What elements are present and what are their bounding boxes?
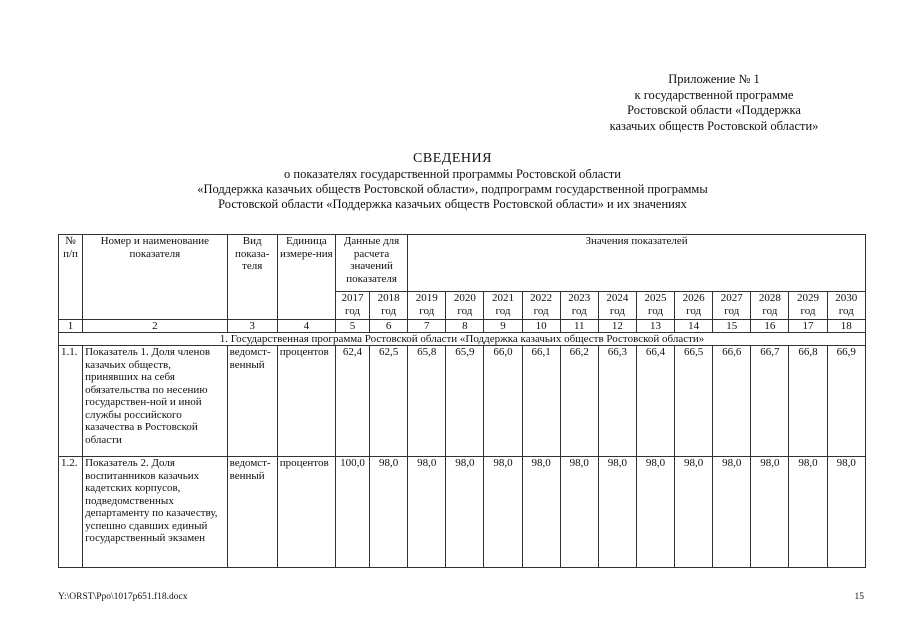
header-type: Вид показа-теля: [227, 235, 277, 320]
header-year: 2024 год: [598, 292, 636, 320]
section-heading: 1. Государственная программа Ростовской области «Поддержка казачьих обществ Ростовской области»: [59, 333, 866, 346]
header-year: 2030 год: [827, 292, 865, 320]
row-value: 98,0: [522, 457, 560, 568]
row-value: 66,7: [751, 346, 789, 457]
row-value: 62,5: [370, 346, 408, 457]
row-value: 100,0: [335, 457, 369, 568]
row-value: 65,8: [408, 346, 446, 457]
header-base: Данные для расчета значений показателя: [335, 235, 407, 292]
header-year: 2022 год: [522, 292, 560, 320]
header-year: 2018 год: [370, 292, 408, 320]
row-value: 98,0: [484, 457, 522, 568]
appendix-line: казачьих обществ Ростовской области»: [609, 118, 819, 133]
row-value: 66,0: [484, 346, 522, 457]
header-year: 2021 год: [484, 292, 522, 320]
row-value: 66,2: [560, 346, 598, 457]
header-year: 2017 год: [335, 292, 369, 320]
header-year: 2025 год: [636, 292, 674, 320]
appendix-line: к государственной программе: [634, 87, 794, 102]
row-value: 98,0: [675, 457, 713, 568]
row-value: 98,0: [598, 457, 636, 568]
title-line: Ростовской области «Поддержка казачьих обществ Ростовской области» и их значениях: [218, 197, 687, 211]
footer-file-path: Y:\ORST\Ppo\1017p651.f18.docx: [58, 592, 188, 602]
column-index: 12: [598, 320, 636, 333]
row-value: 66,5: [675, 346, 713, 457]
title-heading: СВЕДЕНИЯ: [413, 151, 492, 166]
column-index: 6: [370, 320, 408, 333]
row-type: ведомст-венный: [227, 346, 277, 457]
row-type: ведомст-венный: [227, 457, 277, 568]
column-index: 11: [560, 320, 598, 333]
header-year: 2020 год: [446, 292, 484, 320]
row-num: 1.1.: [59, 346, 83, 457]
row-num: 1.2.: [59, 457, 83, 568]
page-number: 15: [854, 592, 864, 602]
row-value: 66,6: [713, 346, 751, 457]
title-line: «Поддержка казачьих обществ Ростовской области», подпрограмм государственной программы: [197, 182, 708, 196]
row-value: 65,9: [446, 346, 484, 457]
row-value: 66,1: [522, 346, 560, 457]
column-index: 8: [446, 320, 484, 333]
column-index: 2: [83, 320, 228, 333]
column-index: 5: [335, 320, 369, 333]
header-year: 2019 год: [408, 292, 446, 320]
table-row: [59, 457, 866, 568]
header-unit: Единица измере-ния: [277, 235, 335, 320]
column-index-row: [59, 320, 866, 333]
header-year: 2023 год: [560, 292, 598, 320]
column-index: 14: [675, 320, 713, 333]
column-index: 17: [789, 320, 827, 333]
header-year: 2028 год: [751, 292, 789, 320]
column-index: 1: [59, 320, 83, 333]
row-value: 98,0: [636, 457, 674, 568]
column-index: 4: [277, 320, 335, 333]
column-index: 10: [522, 320, 560, 333]
row-name: Показатель 2. Доля воспитанников казачьих кадетских корпусов, подведомственных департаменту по казачеству, успешно сдавших единый государственный экзамен: [83, 457, 228, 568]
header-values: Значения показателей: [408, 235, 866, 292]
row-value: 66,8: [789, 346, 827, 457]
row-value: 66,3: [598, 346, 636, 457]
column-index: 16: [751, 320, 789, 333]
row-value: 66,9: [827, 346, 865, 457]
column-index: 18: [827, 320, 865, 333]
row-value: 98,0: [713, 457, 751, 568]
table-row: [59, 346, 866, 457]
row-value: 98,0: [827, 457, 865, 568]
row-value: 62,4: [335, 346, 369, 457]
indicators-table: [58, 234, 866, 568]
column-index: 7: [408, 320, 446, 333]
appendix-line: Ростовской области «Поддержка: [627, 103, 801, 117]
row-name: Показатель 1. Доля членов казачьих обществ, принявших на себя обязательства по несению государствен-ной и иной службы российского казачества в Ростовской области: [83, 346, 228, 457]
header-year: 2029 год: [789, 292, 827, 320]
document-title: [0, 151, 905, 212]
row-unit: процентов: [277, 457, 335, 568]
row-value: 98,0: [370, 457, 408, 568]
column-index: 15: [713, 320, 751, 333]
header-name: Номер и наименование показателя: [83, 235, 228, 320]
header-year: 2027 год: [713, 292, 751, 320]
row-value: 98,0: [560, 457, 598, 568]
column-index: 13: [636, 320, 674, 333]
column-index: 9: [484, 320, 522, 333]
appendix-block: [564, 72, 864, 134]
header-num: № п/п: [59, 235, 83, 320]
row-value: 98,0: [408, 457, 446, 568]
row-unit: процентов: [277, 346, 335, 457]
row-value: 98,0: [751, 457, 789, 568]
row-value: 66,4: [636, 346, 674, 457]
header-year: 2026 год: [675, 292, 713, 320]
title-line: о показателях государственной программы Ростовской области: [284, 167, 621, 181]
column-index: 3: [227, 320, 277, 333]
row-value: 98,0: [789, 457, 827, 568]
row-value: 98,0: [446, 457, 484, 568]
appendix-line: Приложение № 1: [668, 72, 760, 86]
